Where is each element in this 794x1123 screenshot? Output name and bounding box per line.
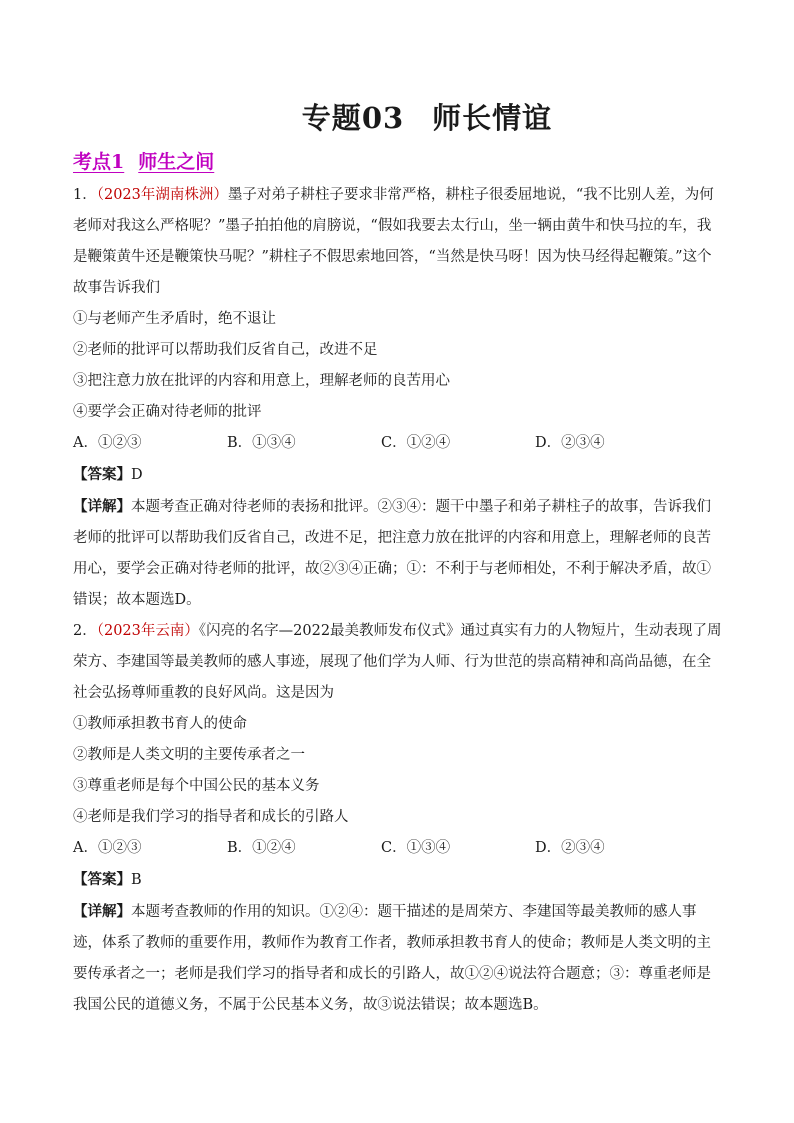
question-1-text: 墨子对弟子耕柱子要求非常严格，耕柱子很委屈地说，“我不比别人差，为何老师对我这么严格呢？”墨子拍拍他的肩膀说，“假如我要去太行山，坐一辆由黄牛和快马拉的车，我是鞭策黄牛还是鞭策快马呢？”耕柱子不假思索地回答，“当然是快马呀！因为快马经得起鞭策。”这个故事告诉我们 [73, 187, 714, 296]
question-1-option-b: B．①③④ [227, 435, 296, 451]
question-1-option-d: D．②③④ [535, 435, 605, 451]
question-2-detail-text: 本题考查教师的作用的知识。①②④：题干描述的是周荣方、李建国等最美教师的感人事迹，体系了教师的重要作用，教师作为教育工作者，教师承担教书育人的使命；教师是人类文明的主要传承者之一；老师是我们学习的指导者和成长的引路人，故①②④说法符合题意；③：尊重老师是我国公民的道德义务，不属于公民基本义务，故③说法错误；故本题选B。 [73, 904, 711, 1013]
question-2-item-3: ③尊重老师是每个中国公民的基本义务 [73, 778, 320, 794]
page-title [0, 96, 794, 137]
question-1-option-c: C．①②④ [381, 435, 451, 451]
question-2-item-4: ④老师是我们学习的指导者和成长的引路人 [73, 809, 349, 825]
question-2-option-c: C．①③④ [381, 840, 451, 856]
question-1-item-4: ④要学会正确对待老师的批评 [73, 404, 262, 420]
question-1-answer [73, 459, 725, 491]
answer-tag: 【答案】 [73, 871, 131, 888]
question-2-option-d: D．②③④ [535, 840, 605, 856]
question-1-source: （2023年湖南株洲） [96, 187, 228, 203]
detail-tag: 【详解】 [73, 903, 131, 920]
title-number: 03 [361, 101, 405, 135]
question-2-answer-value: B [131, 872, 142, 888]
question-1-option-a: A．①②③ [73, 435, 142, 451]
question-1-item-3: ③把注意力放在批评的内容和用意上，理解老师的良苦用心 [73, 373, 450, 389]
title-prefix: 专题 [301, 101, 362, 135]
question-2-option-a: A．①②③ [73, 840, 142, 856]
question-1-item-2: ②老师的批评可以帮助我们反省自己，改进不足 [73, 342, 378, 358]
question-2-stem [73, 616, 725, 709]
question-2-number: 2． [73, 623, 97, 639]
answer-tag: 【答案】 [73, 466, 131, 483]
question-2-item-1: ①教师承担教书育人的使命 [73, 716, 247, 732]
question-1-answer-value: D [131, 467, 143, 483]
question-1-number: 1． [73, 187, 97, 203]
section-heading [73, 147, 214, 174]
section-name: 师生之间 [138, 151, 215, 173]
question-1-detail [73, 491, 725, 616]
question-1-item-1: ①与老师产生矛盾时，绝不退让 [73, 311, 276, 327]
question-2-detail [73, 896, 725, 1021]
title-name: 师长情谊 [432, 101, 553, 135]
question-1 [73, 180, 725, 616]
question-2 [73, 616, 725, 1021]
question-1-stem [73, 180, 725, 304]
question-2-answer [73, 864, 725, 896]
question-2-item-2: ②教师是人类文明的主要传承者之一 [73, 747, 305, 763]
question-1-options [73, 428, 725, 459]
question-list [73, 180, 725, 1021]
question-2-option-b: B．①②④ [227, 840, 296, 856]
question-2-options [73, 833, 725, 864]
section-label: 考点1 [73, 151, 125, 173]
question-2-source: （2023年云南） [96, 623, 199, 639]
question-1-detail-text: 本题考查正确对待老师的表扬和批评。②③④：题干中墨子和弟子耕柱子的故事，告诉我们老师的批评可以帮助我们反省自己，改进不足，把注意力放在批评的内容和用意上，理解老师的良苦用心，要学会正确对待老师的批评，故②③④正确；①：不利于与老师相处，不利于解决矛盾，故①错误；故本题选D。 [73, 499, 711, 608]
detail-tag: 【详解】 [73, 498, 131, 515]
question-2-text: 《闪亮的名字—2022最美教师发布仪式》通过真实有力的人物短片，生动表现了周荣方、李建国等最美教师的感人事迹，展现了他们学为人师、行为世范的崇高精神和高尚品德，在全社会弘扬尊师重教的良好风尚。这是因为 [73, 623, 722, 701]
